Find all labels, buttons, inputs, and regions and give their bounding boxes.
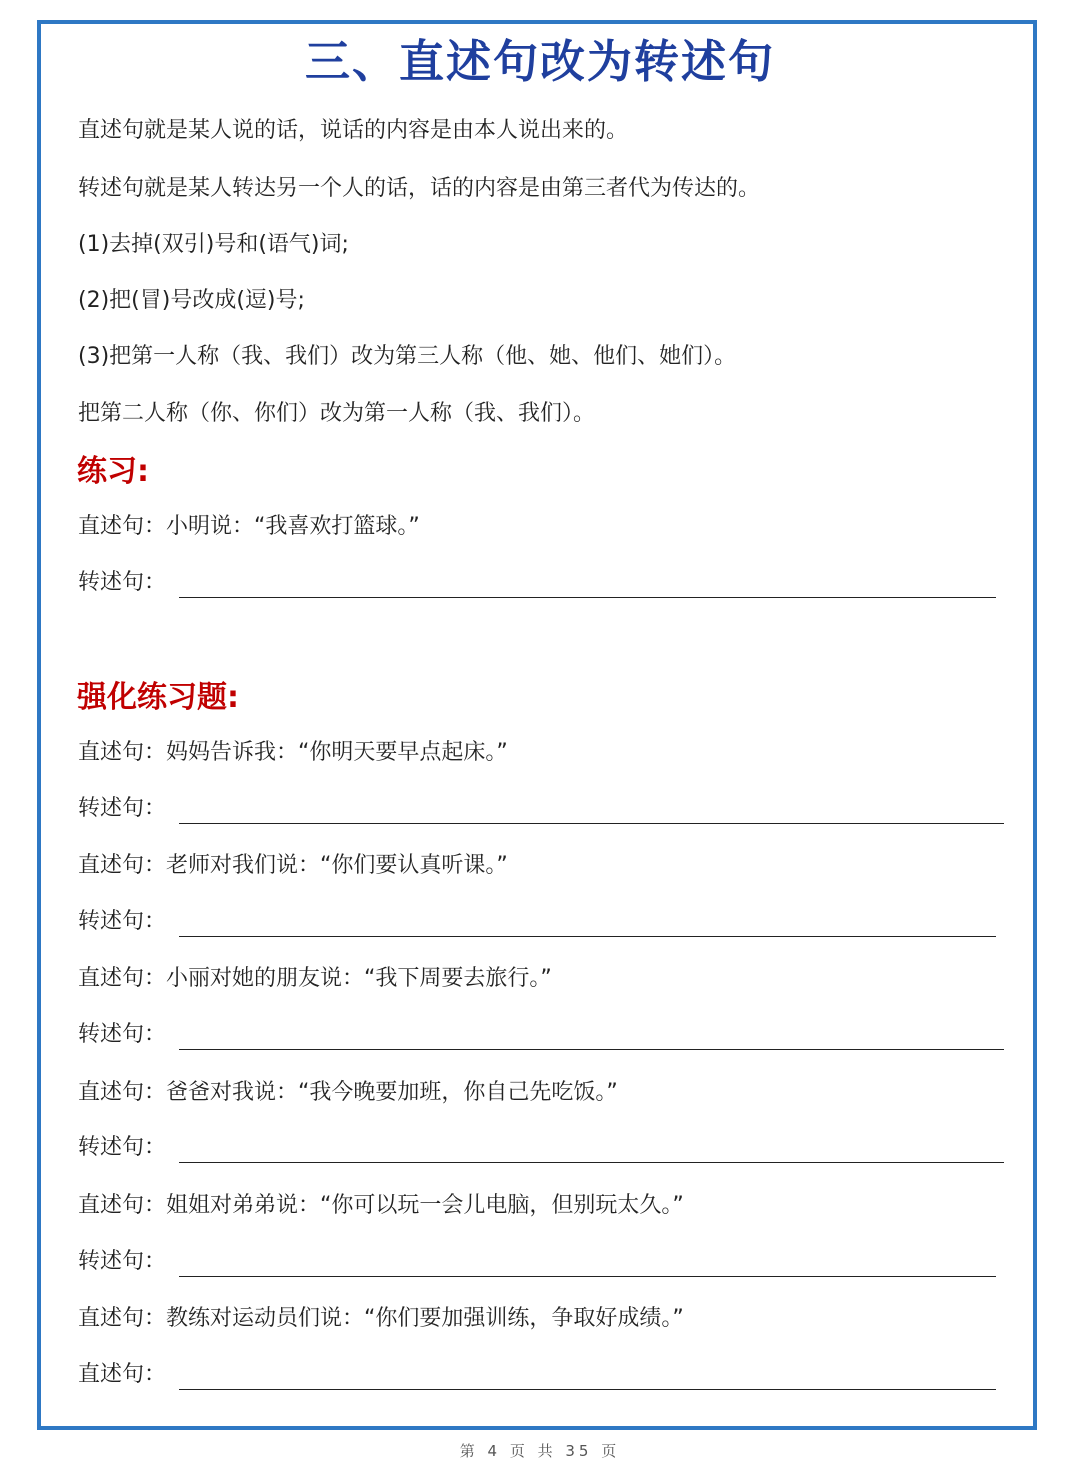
answer-label: 转述句： xyxy=(78,1249,167,1274)
exercise-direct-sentence: 直述句：姐姐对弟弟说：“你可以玩一会儿电脑，但别玩太久。” xyxy=(78,1193,684,1218)
answer-blank[interactable] xyxy=(179,1049,1004,1050)
answer-label: 直述句： xyxy=(78,1362,167,1387)
exercise-direct-sentence: 直述句：妈妈告诉我：“你明天要早点起床。” xyxy=(78,740,508,765)
exercise-direct-sentence: 直述句：教练对运动员们说：“你们要加强训练，争取好成绩。” xyxy=(78,1306,684,1331)
exercise-direct-sentence: 直述句：小丽对她的朋友说：“我下周要去旅行。” xyxy=(78,966,552,991)
answer-blank[interactable] xyxy=(179,1276,996,1277)
rule-2: (2)把(冒)号改成(逗)号; xyxy=(78,288,305,313)
answer-label: 转述句： xyxy=(78,570,167,595)
exercise-direct-sentence: 直述句：爸爸对我说：“我今晚要加班，你自己先吃饭。” xyxy=(78,1080,618,1105)
exercise-direct-sentence: 直述句：老师对我们说：“你们要认真听课。” xyxy=(78,853,508,878)
page-number: 第 4 页 共 35 页 xyxy=(459,1442,621,1460)
exercises-heading: 强化练习题: xyxy=(77,680,239,715)
practice-direct-sentence: 直述句：小明说：“我喜欢打篮球。” xyxy=(78,514,420,539)
answer-blank[interactable] xyxy=(179,823,1004,824)
answer-blank[interactable] xyxy=(179,1162,1004,1163)
answer-blank[interactable] xyxy=(179,936,996,937)
rule-3: (3)把第一人称（我、我们）改为第三人称（他、她、他们、她们）。 xyxy=(78,344,737,369)
rule-3-continued: 把第二人称（你、你们）改为第一人称（我、我们）。 xyxy=(78,401,596,426)
answer-label: 转述句： xyxy=(78,1135,167,1160)
page-title: 三、直述句改为转述句 xyxy=(304,35,775,88)
answer-blank[interactable] xyxy=(179,597,996,598)
answer-label: 转述句： xyxy=(78,1022,167,1047)
intro-line-2: 转述句就是某人转达另一个人的话，话的内容是由第三者代为传达的。 xyxy=(78,176,761,201)
answer-label: 转述句： xyxy=(78,909,167,934)
answer-blank[interactable] xyxy=(179,1389,996,1390)
rule-1: (1)去掉(双引)号和(语气)词; xyxy=(78,232,349,257)
intro-line-1: 直述句就是某人说的话，说话的内容是由本人说出来的。 xyxy=(78,118,629,143)
practice-heading: 练习: xyxy=(77,454,149,489)
answer-label: 转述句： xyxy=(78,796,167,821)
